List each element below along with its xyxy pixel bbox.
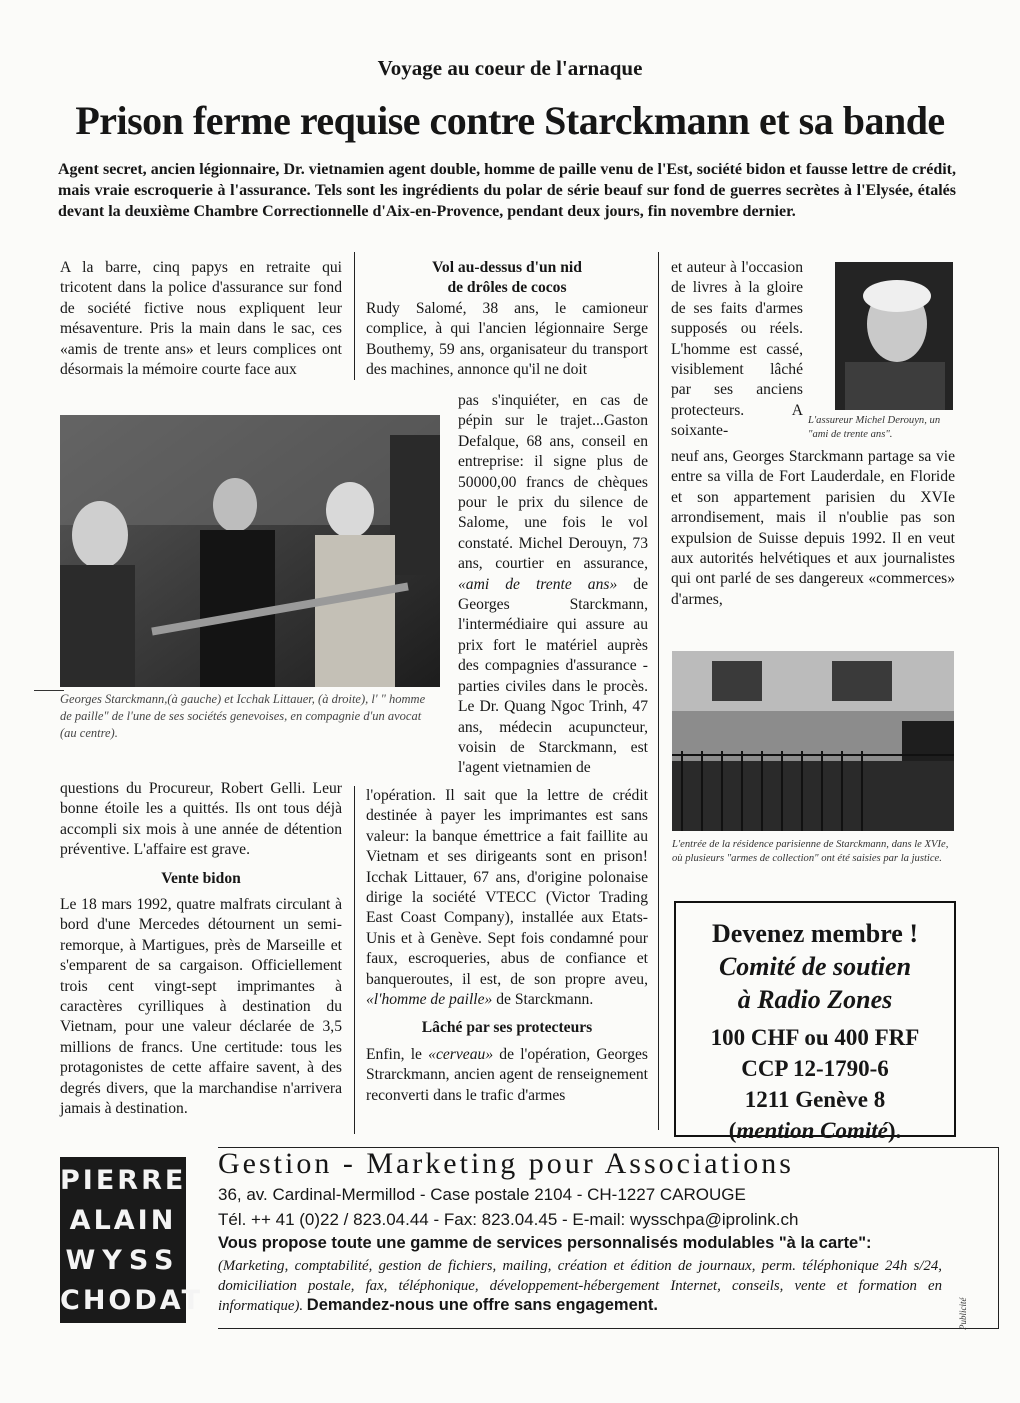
ad-offer: Vous propose toute une gamme de services personnalisés modulables "à la carte": [218,1234,872,1252]
lede: Agent secret, ancien légionnaire, Dr. vietnamien agent double, homme de paille venu de l'Est, société bidon et fausse lettre de crédit, mais vraie escroquerie à l'assurance. Tels sont les ingrédients du polar de série beauf sur fond de guerres secrètes à l'Elysée, étalés devant la deuxième Chambre Correctionnelle d'Aix-en-Provence, pendant deux jours, fin novembre dernier. [58,161,956,220]
ad-contact: Tél. ++ 41 (0)22 / 823.04.44 - Fax: 823.04.45 - E-mail: wysschpa@iprolink.ch [218,1210,799,1229]
logo-line-2: ALAIN [69,1205,177,1236]
subhead-lache: Lâché par ses protecteurs [421,1019,593,1037]
ad-title: Gestion - Marketing pour Associations [218,1147,794,1180]
photo-2-image [835,262,953,410]
col3-text-rest: neuf ans, Georges Starckmann partage sa vie entre sa villa de Fort Lauderdale, en Floride et son appartement parisien du XVIe arrondisement, mais il n'oublie pas son expulsion de Suisse depuis 1992. Il en veut aux autorités helvétiques et aux journalistes qui ont parlé de ses dangereux «commerces» d'armes, [671,448,955,608]
box-line-5: CCP 12-1790-6 [741,1056,889,1081]
photo-1-caption: Georges Starckmann,(à gauche) et Icchak Littauer, (à droite), l' " homme de paille" de l'une de ses sociétés genevoises, en compagnie d'un avocat (au centre). [60,692,426,740]
photo-3-image [672,651,954,831]
photo-residence [672,651,954,831]
column-rule-3 [658,252,659,1130]
col2-quote-ami: «ami de trente ans» [458,575,618,593]
membership-box [674,901,956,1143]
col2-quote-homme: «l'homme de paille» [366,991,493,1009]
col2-text-end: de Starckmann. [492,991,594,1009]
photo-derouyn [835,262,953,410]
col3-text-top: et auteur à l'occasion de livres à la gloire de ses faits d'armes supposés ou réels. L'homme est cassé, visiblement lâché par ses anciens protecteurs. A soixante- [671,259,803,440]
column-2 [366,258,648,380]
ad-services-text: (Marketing, comptabilité, gestion de fichiers, mailing, création et édition de journaux, perm. téléphonique 24h s/24, domiciliation postale, fax, téléphonique, développement-hébergement Internet, conseils, vente et formation en informatique). [218,1258,942,1314]
col2-text-p2b: de l'opération, Georges Strarckmann, ancien agent de renseignement reconverti dans le trafic d'armes [366,1045,648,1104]
box-line-2: Comité de soutien [718,952,912,981]
col2-quote-cerveau: «cerveau» [428,1045,494,1063]
photo-3-caption: L'entrée de la résidence parisienne de Starckmann, dans le XVIe, où plusieurs "armes de collection" ont été saisies par la justice. [672,839,949,864]
caption-leader-line [34,690,64,691]
column-1-bottom [60,779,342,1120]
column-2-bottom [366,786,648,1106]
logo-line-4: CHODAT [60,1285,203,1316]
col2-text-bottom: l'opération. Il sait que la lettre de crédit destinée à payer les imprimantes est sans valeur: la banque émettrice a fait faillite au Vietnam et ses dirigeants sont en prison! Icchak Littauer, 67 ans, d'origine polonaise dirige la société VTECC (Victor Trading East Coast Company), installée aux Etats-Unis et à Genève. Sept fois condamné pour faux, escroqueries, abus de confiance et banqueroutes, il est, de son propre aveu, [366,787,648,988]
photo-2-caption: L'assureur Michel Derouyn, un "ami de trente ans". [808,415,941,440]
column-rule-1 [354,252,355,380]
col1-paragraph-3: Le 18 mars 1992, quatre malfrats circulant à bord d'une Mercedes détournent un semi-remorque, à Martigues, près de Marseille et s'emparent de sa cargaison. Officiellement trois cent vingt-sept imprimantes à caractères cyrilliques à destination du Vietnam, pour une valeur déclarée de 3,5 millions de francs. Une certitude: tous les protagonistes de cette affaire savent, à des degrés divers, que la marchandise n'arrivera jamais à destination. [60,896,342,1118]
column-1-top [60,258,342,380]
advertisement [58,1147,954,1333]
column-rule-2 [354,786,355,1134]
col2-text-mid2: de Georges Starckmann, l'intermédiaire qui assure au prix fort le matériel auprès des compagnies d'assurance - parties civiles dans le procès. Le Dr. Quang Ngoc Trinh, 47 ans, médecin acupuncteur, voisin de Starckmann, est l'agent vietnamien de [458,575,648,777]
box-line-7-b: ). [887,1118,902,1143]
logo-line-1: PIERRE [60,1165,187,1196]
box-line-7-a: ( [728,1118,737,1143]
box-line-4: 100 CHF ou 400 FRF [710,1025,920,1050]
side-label-publicite: Publicité [958,1297,968,1330]
col2-paragraph-top: Rudy Salomé, 38 ans, le camioneur complice, à qui l'ancien légionnaire Serge Bouthemy, 59 ans, organisateur du transport des machines, annonce qu'il ne doit [366,299,648,379]
col2-text-p2a: Enfin, le [366,1045,429,1063]
photo-starckmann-littauer [60,415,440,687]
column-2-narrow [458,391,648,779]
photo-1-image [60,415,440,687]
col2-text-mid: pas s'inquiéter, en cas de pépin sur le trajet...Gaston Defalque, 68 ans, conseil en entreprise: il signe plus de 50000,00 francs de chèques pour le prix du silence de Salome, une fois le vol constaté. Michel Derouyn, 73 ans, courtier en assurance, [458,392,648,573]
col1-paragraph-2: questions du Procureur, Robert Gelli. Leur bonne étoile les a quittés. Ils ont tous déjà accompli six mois à une année de détention préventive. L'affaire est grave. [60,780,342,859]
logo-line-3: WYSS [65,1245,181,1276]
column-3-narrow [671,258,803,442]
ad-services [218,1257,942,1317]
box-line-1: Devenez membre ! [712,919,918,948]
subhead-vol-nid-1: Vol au-dessus d'un nid [432,259,582,276]
box-line-3: à Radio Zones [737,985,893,1014]
column-3-wide [671,447,955,610]
box-line-7 [676,1115,954,1146]
subhead-vente-bidon: Vente bidon [161,869,241,887]
ad-address: 36, av. Cardinal-Mermillod - Case postale 2104 - CH-1227 CAROUGE [218,1185,746,1204]
subhead-vol-nid-2: de drôles de cocos [447,279,567,297]
headline: Prison ferme requise contre Starckmann et sa bande [75,98,945,143]
box-line-6: 1211 Genève 8 [744,1087,886,1112]
box-line-7-ital: mention Comité [736,1118,888,1143]
kicker: Voyage au coeur de l'arnaque [377,56,643,80]
ad-logo [60,1157,203,1323]
col1-paragraph-1: A la barre, cinq papys en retraite qui tricotent dans la police d'assurance sur fond de société fictive nous expliquent leur mésaventure. Pris la main dans le sac, ces «amis de trente ans» et leurs complices ont désormais la mémoire courte face aux [60,259,342,379]
ad-cta: Demandez-nous une offre sans engagement. [306,1296,658,1314]
